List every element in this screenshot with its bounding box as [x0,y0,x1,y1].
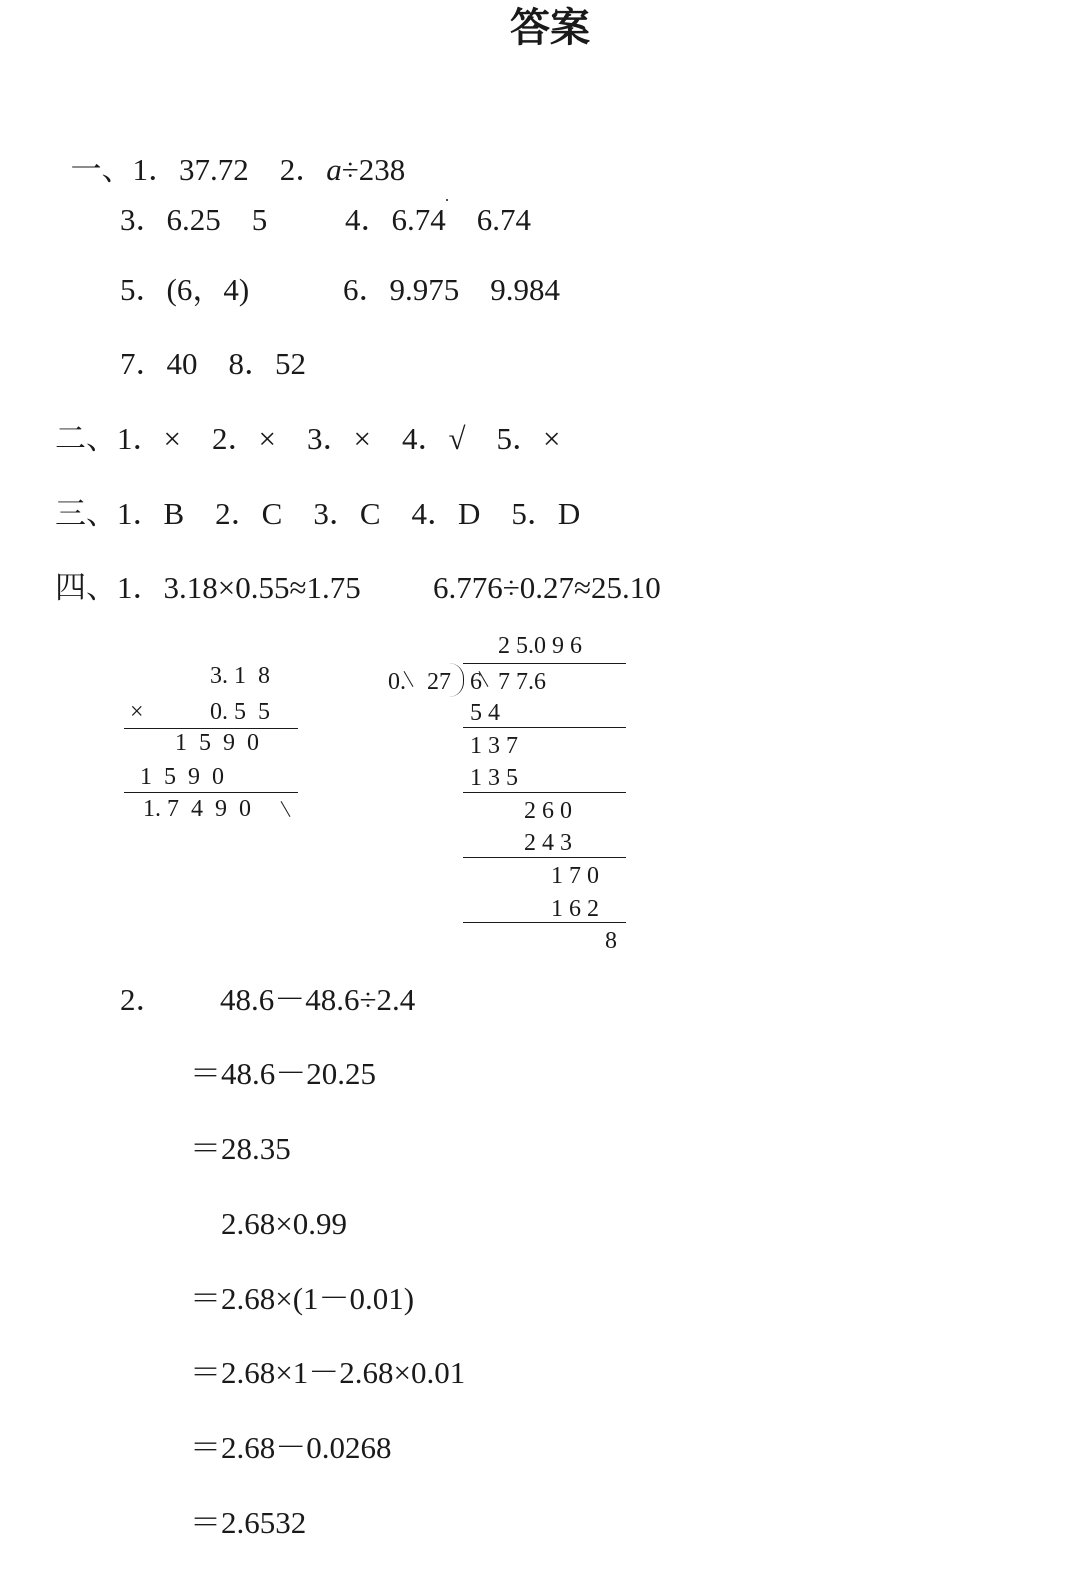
div-quotient: 2 5.0 9 6 [498,633,582,659]
section-1-line-3b: 6．9.975 9.984 [343,272,560,307]
expr-1-step: ＝48.6－20.25 [190,1056,376,1091]
div-step: 1 3 7 [470,733,518,759]
div-step: 1 6 2 [551,896,599,922]
mult-row-4: 1 5 9 0 [140,764,224,790]
div-rule [463,857,626,858]
section-1-line-1 [55,123,405,185]
section-4-line-1a: 四、1．3.18×0.55≈1.75 [55,570,361,605]
div-divisor-prefix: 0. [388,669,406,695]
section-1-line-2a: 3．6.25 5 [120,202,268,237]
expr-2-step: ＝2.68－0.0268 [190,1430,392,1465]
mult-row-1: 3. 1 8 [210,663,270,689]
expr-2-step: ＝2.6532 [190,1505,307,1540]
mult-row-5: 1. 7 4 9 0 [143,796,251,822]
page-title: 答案 [510,5,590,51]
mult-row-3: 1 5 9 0 [175,730,259,756]
expr-2-step: ＝2.68×(1－0.01) [190,1281,415,1316]
mult-row-2: 0. 5 5 [210,699,270,725]
section-2-line: 二、1．× 2．× 3．× 4．√ 5．× [55,421,561,456]
expr-1: 48.6－48.6÷2.4 [220,982,416,1017]
div-step: 1 3 5 [470,765,518,791]
div-remainder: 8 [605,928,617,954]
item-2-label: 2． [120,982,167,1017]
div-step: 5 4 [470,700,500,726]
section-1-line-2b: 4．6.74 6.74 [345,202,531,237]
section-1-line-4: 7．40 8．52 [120,346,306,381]
mult-sign: × [130,699,144,725]
division-bracket [449,663,464,697]
div-rule [463,922,626,923]
div-step: 2 6 0 [524,798,572,824]
section-4-line-1b: 6.776÷0.27≈25.10 [433,570,661,605]
expr-2-step: ＝2.68×1－2.68×0.01 [190,1355,466,1390]
strike-mark [281,801,291,817]
div-divisor: 27 [427,669,451,695]
variable-a: a [326,152,342,187]
expr-1-step: ＝28.35 [190,1131,291,1166]
div-rule [463,727,626,728]
div-step: 2 4 3 [524,830,572,856]
div-dividend-rest: 7 7.6 [498,669,546,695]
section-3-line: 三、1．B 2．C 3．C 4．D 5．D [55,496,581,531]
mult-rule-2 [124,792,298,793]
expr-2: 2.68×0.99 [221,1206,347,1241]
section-1-line-3a: 5．(6，4) [120,272,250,307]
section-1-line-1-label: 一、1．37.72 2． [70,152,327,187]
div-top-rule [463,663,626,664]
div-rule [463,792,626,793]
mult-rule-1 [124,728,298,729]
repeating-decimal-dot [446,199,448,201]
div-dividend-first: 6 [470,669,482,695]
section-1-line-1-rest: ÷238 [341,152,406,187]
div-step: 1 7 0 [551,863,599,889]
